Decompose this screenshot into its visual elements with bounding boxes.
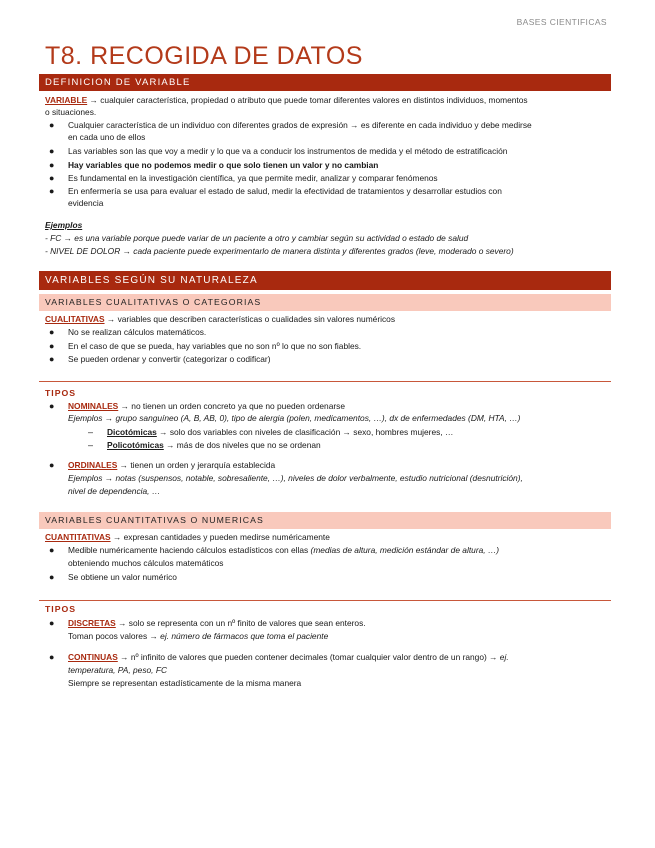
divider [39, 600, 611, 601]
bullet-icon: ● [49, 173, 55, 183]
quant-bullet1: Medible numéricamente haciendo cálculos estadísticos con ellas [68, 545, 309, 555]
definition-line2: o situaciones. [45, 107, 97, 117]
divider [39, 381, 611, 382]
bullet-icon: ● [49, 160, 55, 170]
def-term: VARIABLE [45, 95, 88, 105]
example-line: - FC → es una variable porque puede variar de un paciente a otro y cambiar según su actividad o estado de salud [45, 233, 469, 243]
quant-text: → expresan cantidades y pueden medirse numéricamente [112, 532, 330, 542]
nominales-text: → no tienen un orden concreto ya que no pueden ordenarse [120, 401, 346, 411]
list-item: No se realizan cálculos matemáticos. [68, 327, 207, 337]
dicotomicas-term: Dicotómicas [107, 427, 157, 437]
list-item-cont: obteniendo muchos cálculos matemáticos [68, 558, 224, 568]
continuas-term: CONTINUAS [68, 652, 118, 662]
list-item: Las variables son las que voy a medir y lo que va a conducir los instrumentos de medida y el método de estratificación [68, 146, 508, 156]
bullet-icon: ● [49, 327, 55, 337]
continuas-text: → nº infinito de valores que pueden contener decimales (tomar cualquier valor dentro de un rango) [120, 652, 487, 662]
bullet-icon: ● [49, 460, 55, 470]
bullet-icon: ● [49, 146, 55, 156]
discretas-line2-text: Toman pocos valores [68, 631, 148, 641]
list-item: Cualquier característica de un individuo con diferentes grados de expresión → es diferente en cada individuo y debe medirse [68, 120, 532, 130]
discretas-term: DISCRETAS [68, 618, 116, 628]
ordinales-text: → tienen un orden y jerarquía establecida [119, 460, 276, 470]
ordinales-line [68, 459, 275, 472]
tipos-heading: TIPOS [45, 388, 77, 398]
list-item: En enfermería se usa para evaluar el estado de salud, medir la efectividad de tratamientos y desarrollar estudios con [68, 186, 502, 196]
quant-definition [45, 531, 330, 544]
subsection-bar-cualitativas: VARIABLES CUALITATIVAS O CATEGORIAS [39, 294, 611, 311]
bullet-icon: ● [49, 652, 55, 662]
dash-icon: – [88, 440, 94, 450]
list-item: Se pueden ordenar y convertir (categorizar o codificar) [68, 354, 271, 364]
list-item [68, 544, 608, 557]
nominales-line [68, 400, 345, 413]
ordinales-example-cont: nivel de dependencia, … [68, 486, 161, 496]
section-bar-definicion: DEFINICION DE VARIABLE [39, 74, 611, 91]
dicotomicas-text: → solo dos variables con niveles de clasificación → sexo, hombres mujeres, … [159, 427, 454, 437]
nominales-example: Ejemplos → grupo sanguíneo (A, B, AB, 0), tipo de alergia (polen, medicamentos, …), dx de enfermedades (DM, HTA, …) [68, 413, 521, 423]
qual-definition [45, 313, 395, 326]
list-item: Se obtiene un valor numérico [68, 572, 177, 582]
subsection-bar-cuantitativas: VARIABLES CUANTITATIVAS O NUMERICAS [39, 512, 611, 529]
discretas-line [68, 617, 366, 630]
continuas-line [68, 651, 613, 664]
examples-title: Ejemplos [45, 220, 83, 230]
quant-term: CUANTITATIVAS [45, 532, 111, 542]
ordinales-term: ORDINALES [68, 460, 118, 470]
bullet-icon: ● [49, 354, 55, 364]
ordinales-example: Ejemplos → notas (suspensos, notable, sobresaliente, …), niveles de dolor verbalmente, estudio nutricional (desnutrición), [68, 473, 523, 483]
dicotomicas-line [107, 426, 453, 439]
discretas-line2 [68, 630, 328, 643]
continuas-line3: Siempre se representan estadísticamente de la misma manera [68, 678, 302, 688]
bullet-icon: ● [49, 341, 55, 351]
bullet-icon: ● [49, 618, 55, 628]
list-item: En el caso de que se pueda, hay variables que no son nº lo que no son fiables. [68, 341, 362, 351]
example-line: - NIVEL DE DOLOR → cada paciente puede experimentarlo de manera distinta y diferentes grados (leve, moderado o severo) [45, 246, 514, 256]
policotomicas-text: → más de dos niveles que no se ordenan [166, 440, 321, 450]
continuas-line2: temperatura, PA, peso, FC [68, 665, 167, 675]
list-item: Es fundamental en la investigación científica, ya que permite medir, analizar y comparar fenómenos [68, 173, 438, 183]
bullet-icon: ● [49, 186, 55, 196]
page-title: T8. RECOGIDA DE DATOS [45, 42, 363, 70]
quant-bullet1-ital: (medias de altura, medición estándar de altura, …) [310, 545, 500, 555]
bullet-icon: ● [49, 401, 55, 411]
bullet-icon: ● [49, 120, 55, 130]
policotomicas-line [107, 439, 321, 452]
def-text: → cualquier característica, propiedad o atributo que puede tomar diferentes valores en distintos individuos, momentos [89, 95, 528, 105]
list-item-cont: evidencia [68, 198, 104, 208]
discretas-line2-ital: → ej. número de fármacos que toma el paciente [149, 631, 329, 641]
qual-term: CUALITATIVAS [45, 314, 105, 324]
definition-paragraph [45, 94, 615, 107]
bullet-icon: ● [49, 572, 55, 582]
list-item: Hay variables que no podemos medir o que solo tienen un valor y no cambian [68, 160, 379, 170]
tipos-heading: TIPOS [45, 604, 77, 614]
continuas-ital: → ej. [489, 652, 509, 662]
discretas-text: → solo se representa con un nº finito de valores que sean enteros. [118, 618, 366, 628]
section-bar-naturaleza: VARIABLES SEGÚN SU NATURALEZA [39, 271, 611, 290]
course-header: BASES CIENTIFICAS [516, 17, 607, 27]
nominales-term: NOMINALES [68, 401, 119, 411]
policotomicas-term: Policotómicas [107, 440, 164, 450]
dash-icon: – [88, 427, 94, 437]
list-item-cont: en cada uno de ellos [68, 132, 146, 142]
qual-text: → variables que describen características o cualidades sin valores numéricos [106, 314, 396, 324]
bullet-icon: ● [49, 545, 55, 555]
